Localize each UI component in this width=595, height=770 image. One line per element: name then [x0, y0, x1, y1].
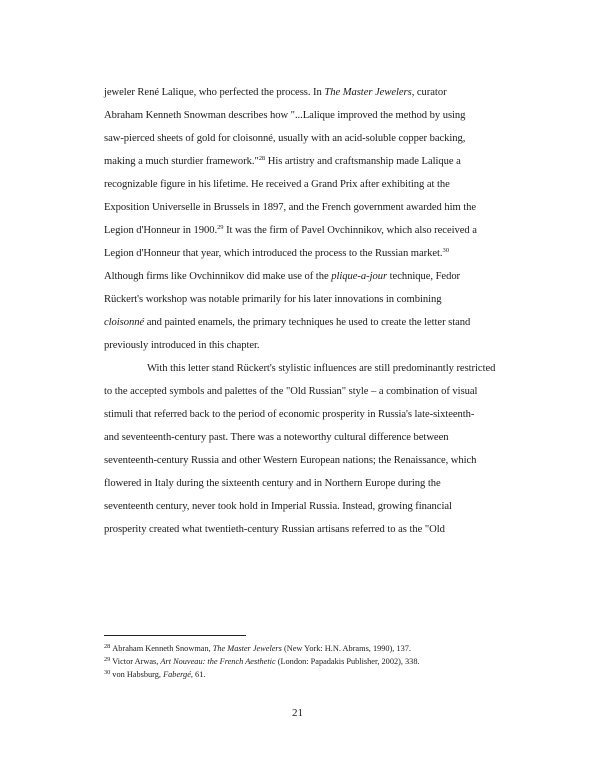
body-line: Legion d'Honneur in 1900.29 It was the firm of Pavel Ovchinnikov, which also received a	[104, 224, 477, 236]
footnote: $^{30}$ von Habsburg, Fabergé, 61.	[104, 669, 206, 679]
body-line: Legion d'Honneur that year, which introduced the process to the Russian market.$^{30}$	[104, 247, 449, 259]
body-line: Exposition Universelle in Brussels in 1897, and the French government awarded him the	[104, 202, 477, 213]
body-line: jeweler René Lalique, who perfected the process. In The Master Jewelers, curator	[104, 87, 447, 98]
footnote-ref: 29	[217, 224, 224, 231]
page-number: 21	[292, 707, 303, 719]
body-line: flowered in Italy during the sixteenth century and in Northern Europe during the	[104, 478, 441, 489]
footnote-number: 28	[104, 643, 111, 650]
body-line: cloisonné and painted enamels, the primary techniques he used to create the letter stand	[104, 317, 471, 328]
footnote-divider	[104, 635, 246, 636]
footnote-ref: 30	[442, 247, 449, 254]
body-line: Although firms like Ovchinnikov did make use of the plique-a-jour technique, Fedor	[104, 271, 461, 282]
body-line: With this letter stand Rückert's stylistic influences are still predominantly restricted	[147, 363, 496, 374]
body-line: seventeenth-century Russia and other Western European nations; the Renaissance, which	[104, 455, 477, 466]
body-line: Rückert's workshop was notable primarily for his later innovations in combining	[104, 294, 442, 305]
body-line: Abraham Kenneth Snowman describes how "...Lalique improved the method by using	[104, 110, 466, 121]
body-line: recognizable figure in his lifetime. He received a Grand Prix after exhibiting at the	[104, 179, 450, 190]
body-line: previously introduced in this chapter.	[104, 340, 260, 351]
footnote-number: 30	[104, 669, 111, 676]
body-line: saw-pierced sheets of gold for cloisonné, usually with an acid-soluble copper backing,	[104, 133, 466, 144]
body-line: making a much sturdier framework."$^{28}$ His artistry and craftsmanship made Lalique a	[104, 155, 461, 167]
footnote: $^{28}$ Abraham Kenneth Snowman, The Master Jewelers (New York: H.N. Abrams, 1990), 137.	[104, 643, 411, 653]
footnote-number: 29	[104, 656, 111, 663]
body-line: prosperity created what twentieth-century Russian artisans referred to as the "Old	[104, 524, 445, 535]
body-line: to the accepted symbols and palettes of the "Old Russian" style – a combination of visual	[104, 386, 478, 397]
footnote-ref: 28	[258, 155, 266, 162]
body-line: and seventeenth-century past. There was a noteworthy cultural difference between	[104, 432, 449, 443]
body-line: seventeenth century, never took hold in Imperial Russia. Instead, growing financial	[104, 501, 452, 512]
body-line: stimuli that referred back to the period of economic prosperity in Russia's late-sixteenth-	[104, 409, 475, 420]
footnote: $^{29}$ Victor Arwas, Art Nouveau: the French Aesthetic (London: Papadakis Publisher, 2002), 338.	[104, 656, 420, 666]
